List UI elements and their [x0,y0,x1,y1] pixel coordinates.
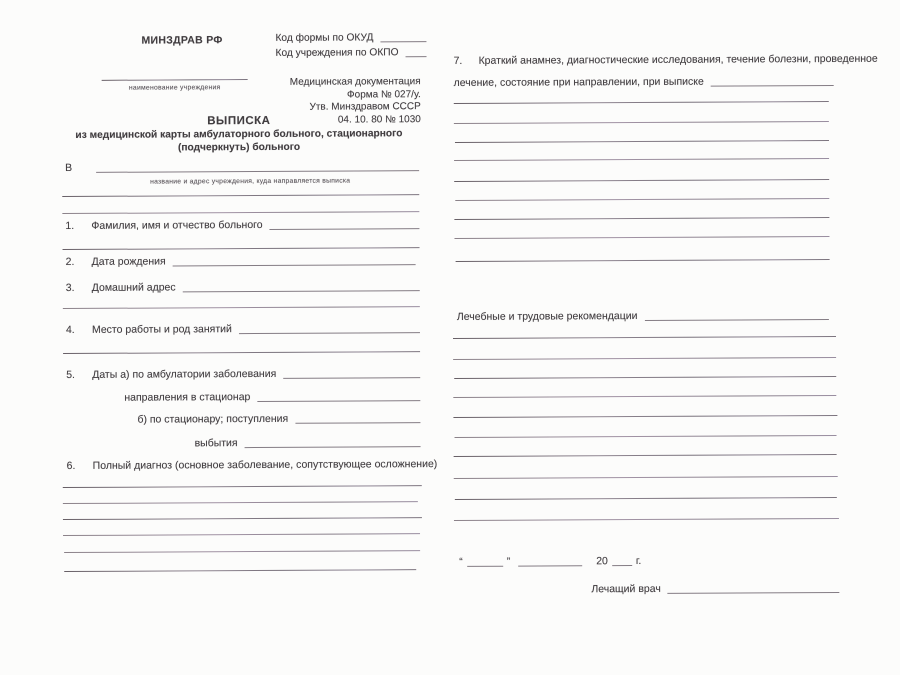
blank-line [455,140,829,143]
item-blank-line [239,331,420,334]
blank-line [454,454,837,457]
item-sublabel: направления в стационар [124,391,251,404]
blank-line [62,194,419,197]
year-blank-line [612,564,632,566]
blank-line [62,211,419,214]
blank-line [455,198,829,201]
item-4-row [66,322,420,337]
item-number: 7. [453,54,463,67]
doc-info-line: Утв. Минздравом СССР [309,101,421,113]
item-number: 3. [65,281,75,295]
item-blank-line [245,445,421,448]
open-quote: “ [459,555,463,568]
item-5-sub-row [195,436,421,450]
item-7-continued-row [454,75,834,90]
institution-name-line [102,79,248,81]
item-2-row [66,254,416,269]
okpo-code-label: Код учреждения по ОКПО [275,47,399,59]
item-label: Даты а) по амбулатории заболевания [92,367,277,381]
item-5-sub-row [137,412,420,426]
blank-line [453,357,836,360]
blank-line [63,351,420,354]
item-sublabel: выбытия [194,437,238,450]
item-number: 5. [66,368,75,382]
item-label: Полный диагноз (основное заболевание, сопутствующее осложнение) [92,458,438,472]
item-5-row [66,367,420,382]
okpo-code-row [275,46,426,60]
blank-line [64,550,420,553]
okud-code-label: Код формы по ОКУД [275,32,374,44]
item-number: 1. [65,219,75,233]
blank-line [453,395,836,398]
item-blank-line [295,421,420,424]
blank-line [63,517,422,520]
item-6-row [66,458,438,473]
okud-code-blank-line [380,40,426,42]
blank-line [63,501,418,504]
doc-info-line: Форма № 027/у. [347,88,421,101]
item-sublabel: б) по стационару; поступления [137,412,289,426]
blank-line [63,533,420,536]
recommendations-label: Лечебные и трудовые рекомендации [456,310,638,323]
item-number: 2. [65,255,75,269]
item-number: 6. [66,459,76,473]
doctor-label: Лечащий врач [591,582,661,596]
addressee-caption: название и адрес учреждения, куда направляется выписка [150,177,351,186]
item-blank-line [173,263,416,266]
blank-line [456,259,830,262]
okpo-code-blank-line [406,55,427,57]
item-blank-line [270,227,420,230]
item-blank-line [257,399,420,402]
blank-line [454,101,829,104]
doctor-signature-row [591,582,839,596]
addressee-prefix: В [65,161,73,175]
blank-line [454,158,829,161]
blank-line [64,569,416,572]
blank-line [63,306,420,309]
item-label: Домашний адрес [91,281,176,294]
recommendations-blank-line [644,318,828,321]
blank-line [455,435,837,438]
month-blank-line [518,564,582,566]
blank-line [453,336,836,339]
institution-name-caption: наименование учреждения [128,84,221,92]
close-quote: ” [506,555,511,568]
form-subtitle-line1: из медицинской карты амбулаторного больного, стационарного [75,128,403,141]
doc-info-line: 04. 10. 80 № 1030 [337,113,421,126]
addressee-blank-line [96,169,419,173]
blank-line [454,376,836,379]
year-suffix: г. [635,555,642,568]
item-label: лечение, состояние при направлении, при выписке [453,75,704,89]
blank-line [454,179,829,182]
item-label: Дата рождения [91,255,166,268]
blank-line [455,497,837,500]
item-3-row [66,280,420,295]
blank-line [454,217,829,220]
blank-line [63,485,422,488]
item-7-row [453,52,878,68]
blank-line [454,121,829,124]
doc-info-line: Медицинская документация [289,76,421,88]
blank-line [454,476,838,479]
form-title: ВЫПИСКА [207,114,271,128]
form-codes-block [275,31,426,60]
blank-line [453,415,837,418]
addressee-row [65,160,419,175]
date-row [459,555,649,569]
year-century-prefix: 20 [596,555,608,568]
item-label: Фамилия, имя и отчество больного [91,218,263,232]
doctor-signature-blank-line [668,591,840,594]
blank-line [454,518,839,521]
blank-line [63,247,420,250]
form-subtitle-line2: (подчеркнуть) больного [177,141,301,154]
okud-code-row [275,31,426,45]
item-blank-line [283,376,420,379]
ministry-heading: МИНЗДРАВ РФ [141,34,223,47]
item-5-sub-row [124,390,420,405]
day-blank-line [467,565,503,567]
blank-line [454,236,829,239]
item-blank-line [183,289,420,292]
item-label: Краткий анамнез, диагностические исследования, течение болезни, проведенное [478,52,878,67]
item-1-row [65,218,419,233]
item-number: 4. [65,323,75,337]
recommendations-row [457,309,829,324]
item-blank-line [711,84,834,87]
item-label: Место работы и род занятий [91,323,232,336]
